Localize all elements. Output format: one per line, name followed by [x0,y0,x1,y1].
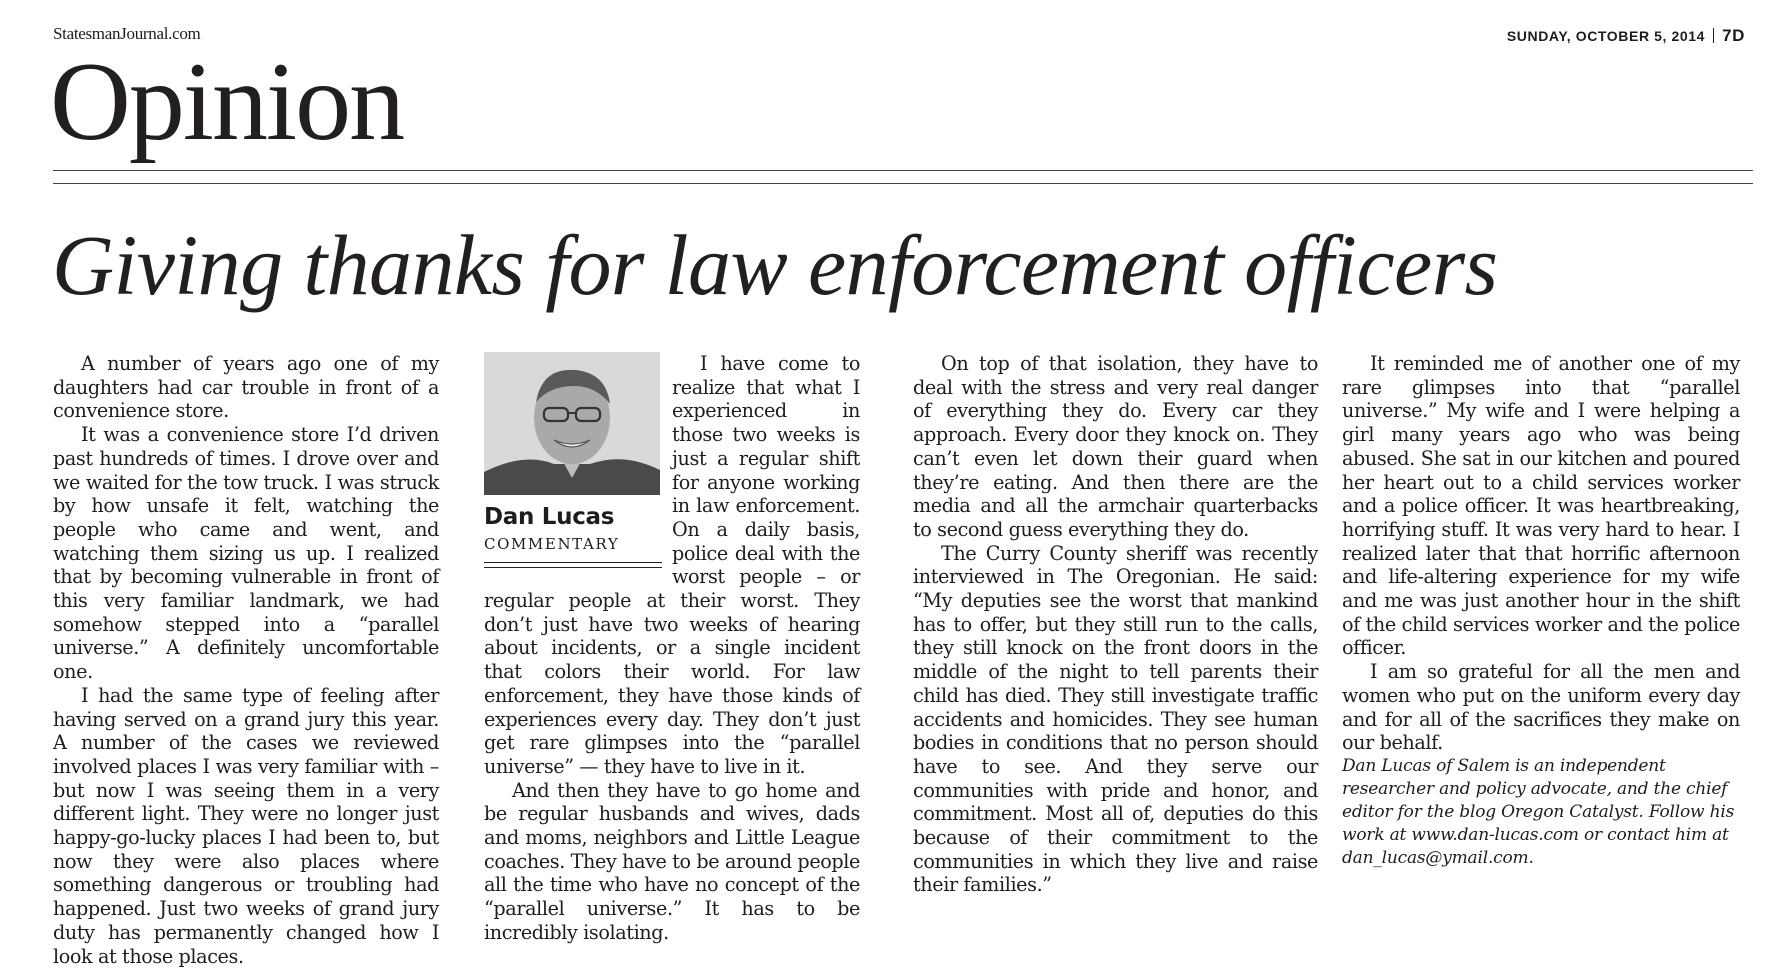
author-label: COMMENTARY [484,534,620,553]
author-box [484,352,662,568]
paragraph: I am so grateful for all the men and women who put on the uniform every day and for all of the sacrifices they make on our behalf. [1342,660,1740,755]
paragraph: It was a convenience store I’d driven past hundreds of times. I drove over and we waited for the tow truck. I was struck by how unsafe it felt, watching the people who came and went, and watching them sizing us up. I realized that by becoming vulnerable in front of this very familiar landmark, we had somehow stepped into a “parallel universe.” A definitely uncomfortable one. [53,423,439,684]
dateline-separator [1713,28,1714,43]
section-title: Opinion [50,40,404,164]
article-column-4 [1342,352,1740,870]
page-number: 7D [1722,26,1745,45]
paragraph: I had the same type of feeling after having served on a grand jury this year. A number of the cases we reviewed involved places I was very familiar with – but now I was seeing them in a very different light. They were no longer just happy-go-lucky places I had been to, but now they were also places where something dangerous or troubling had happened. Just two weeks of grand jury duty has permanently changed how I look at those places. [53,683,439,968]
article-headline: Giving thanks for law enforcement officers [52,217,1498,313]
issue-date: SUNDAY, OCTOBER 5, 2014 [1506,28,1706,44]
paragraph: And then they have to go home and be regular husbands and wives, dads and moms, neighbors and Little League coaches. They have to be around people all the time who have no concept of the “parallel universe.” It has to be incredibly isolating. [484,778,860,944]
paragraph: I have come to realize that what I experienced in those two weeks is just a regular shift for anyone working in law enforcement. On a daily basis, police deal with the worst people – or regular people at their worst. They don’t just have two weeks of hearing about incidents, or a single incident that colors their world. For law enforcement, they have those kinds of experiences every day. They don’t just get rare glimpses into the “parallel universe” — they have to live in it. [484,352,860,778]
article-column-2 [484,352,860,945]
paragraph: It reminded me of another one of my rare glimpses into that “parallel universe.” My wife and I were helping a girl many years ago who was being abused. She sat in our kitchen and poured her heart out to a child services worker and a police officer. It was heartbreaking, horrifying stuff. It was very hard to hear. I realized later that that horrific afternoon and life-altering experience for my wife and me was just another hour in the shift of the child services worker and the police officer. [1342,352,1740,660]
paragraph: A number of years ago one of my daughters had car trouble in front of a convenience store. [53,352,439,423]
dateline [1507,26,1745,46]
author-portrait-image [484,352,660,495]
paragraph: On top of that isolation, they have to deal with the stress and very real danger of everything they do. Every car they approach. Every door they knock on. They can’t even let down their guard when they’re eating. And then there are the media and all the armchair quarterbacks to second guess everything they do. [913,352,1318,541]
author-rule [484,562,662,568]
site-name: StatesmanJournal.com [53,24,201,43]
article-column-1 [53,352,439,968]
section-rule [53,170,1753,184]
author-photo [484,352,660,495]
author-name: Dan Lucas [484,504,615,530]
paragraph: The Curry County sheriff was recently interviewed in The Oregonian. He said: “My deputies see the worst that mankind has to offer, but they still run to the calls, they still knock on the front doors in the middle of the night to tell parents their child has died. They still investigate traffic accidents and homicides. They see human bodies in conditions that no person should have to see. And they serve our communities with pride and honor, and commitment. Most all of, deputies do this because of their commitment to the communities in which they live and raise their families.” [913,541,1318,897]
article-column-3 [913,352,1318,897]
author-tagline: Dan Lucas of Salem is an independent researcher and policy advocate, and the chief editor for the blog Oregon Catalyst. Follow his work at www.dan-lucas.com or contact him at dan_lucas@ymail.com. [1342,755,1735,868]
